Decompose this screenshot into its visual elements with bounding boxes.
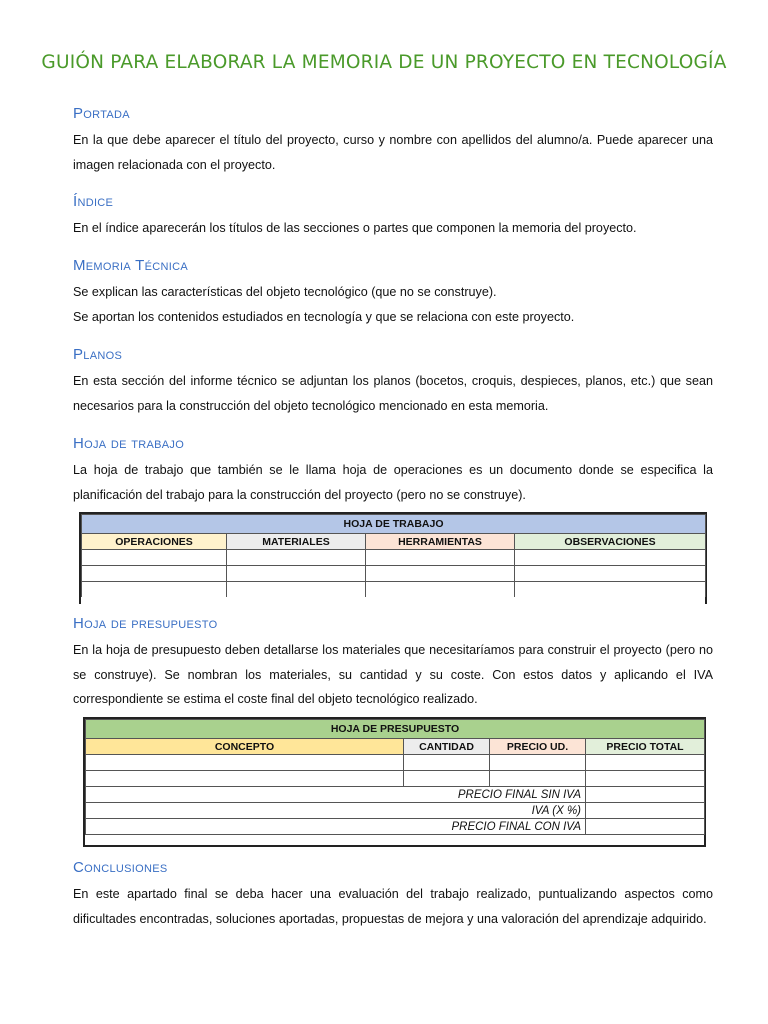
section-heading: Hoja de trabajo — [73, 435, 185, 452]
total-row-sin-iva — [86, 787, 705, 803]
section-memoria-tecnica — [73, 257, 713, 329]
column-header-precio-ud: PRECIO UD. — [490, 739, 586, 755]
iva-value[interactable] — [586, 803, 705, 819]
table-row — [82, 582, 706, 598]
table-cell[interactable] — [490, 771, 586, 787]
document-title: GUIÓN PARA ELABORAR LA MEMORIA DE UN PROYECTO EN TECNOLOGÍA — [41, 52, 727, 73]
column-header-herramientas: HERRAMIENTAS — [366, 534, 515, 550]
column-header-concepto: CONCEPTO — [86, 739, 404, 755]
table-cell[interactable] — [227, 550, 366, 566]
section-indice — [73, 193, 713, 241]
hoja-presupuesto-table-frame — [83, 717, 706, 847]
section-text: En esta sección del informe técnico se adjuntan los planos (bocetos, croquis, despieces, planos, etc.) que sean necesarios para la construcción del objeto tecnológico mencionado en esta memoria. — [73, 374, 713, 413]
total-con-iva-value[interactable] — [586, 819, 705, 835]
table-cell[interactable] — [515, 582, 706, 598]
table-cell[interactable] — [404, 771, 490, 787]
column-header-precio-total: PRECIO TOTAL — [586, 739, 705, 755]
section-text-line-1: Se explican las características del objeto tecnológico (que no se construye). — [73, 285, 497, 299]
table-cell[interactable] — [515, 566, 706, 582]
section-heading: Memoria Técnica — [73, 257, 189, 274]
table-cell[interactable] — [227, 582, 366, 598]
table-cell[interactable] — [366, 550, 515, 566]
table-cell[interactable] — [86, 755, 404, 771]
table-cell[interactable] — [490, 755, 586, 771]
section-text: La hoja de trabajo que también se le llama hoja de operaciones es un documento donde se especifica la planificación del trabajo para la construcción del proyecto (pero no se construye). — [73, 463, 713, 502]
section-hoja-presupuesto — [73, 615, 713, 712]
section-text: En este apartado final se deba hacer una evaluación del trabajo realizado, puntualizando aspectos como dificultades encontradas, soluciones aportadas, propuestas de mejora y una valoración del aprendizaje adquirido. — [73, 887, 713, 926]
hoja-presupuesto-table — [85, 719, 705, 835]
section-heading: Índice — [73, 193, 114, 210]
total-con-iva-label: PRECIO FINAL CON IVA — [86, 819, 586, 835]
table-cell[interactable] — [227, 566, 366, 582]
total-sin-iva-value[interactable] — [586, 787, 705, 803]
section-text: En la que debe aparecer el título del proyecto, curso y nombre con apellidos del alumno/a. Puede aparecer una imagen relacionada con el proyecto. — [73, 133, 713, 172]
table-cell[interactable] — [515, 550, 706, 566]
total-sin-iva-label: PRECIO FINAL SIN IVA — [86, 787, 586, 803]
table-cell[interactable] — [586, 771, 705, 787]
table-cell[interactable] — [366, 582, 515, 598]
table-cell[interactable] — [586, 755, 705, 771]
table-cell[interactable] — [366, 566, 515, 582]
hoja-presupuesto-title: HOJA DE PRESUPUESTO — [86, 720, 705, 739]
hoja-trabajo-title: HOJA DE TRABAJO — [82, 515, 706, 534]
section-conclusiones — [73, 859, 713, 931]
table-row — [86, 771, 705, 787]
table-row — [82, 550, 706, 566]
column-header-materiales: MATERIALES — [227, 534, 366, 550]
table-cell[interactable] — [82, 582, 227, 598]
hoja-trabajo-table — [81, 514, 706, 597]
table-cell[interactable] — [404, 755, 490, 771]
section-text-line-2: Se aportan los contenidos estudiados en tecnología y que se relaciona con este proyecto. — [73, 309, 575, 324]
section-hoja-trabajo — [73, 435, 713, 507]
column-header-observaciones: OBSERVACIONES — [515, 534, 706, 550]
section-heading: Hoja de presupuesto — [73, 615, 218, 632]
table-cell[interactable] — [82, 550, 227, 566]
section-text: En el índice aparecerán los títulos de las secciones o partes que componen la memoria del proyecto. — [73, 221, 637, 235]
section-text: En la hoja de presupuesto deben detallarse los materiales que necesitaríamos para construir el proyecto (pero no se construye). Se nombran los materiales, su cantidad y su coste. Con estos datos y aplicando el IVA correspondiente se estima el coste final del objeto tecnológico realizado. — [73, 643, 713, 706]
section-heading: Portada — [73, 105, 130, 122]
column-header-cantidad: CANTIDAD — [404, 739, 490, 755]
section-planos — [73, 346, 713, 418]
total-row-con-iva — [86, 819, 705, 835]
total-row-iva — [86, 803, 705, 819]
section-heading: Planos — [73, 346, 123, 363]
table-cell[interactable] — [86, 771, 404, 787]
iva-label: IVA (X %) — [86, 803, 586, 819]
section-heading: Conclusiones — [73, 859, 168, 876]
section-portada — [73, 105, 713, 177]
table-row — [86, 755, 705, 771]
table-cell[interactable] — [82, 566, 227, 582]
hoja-trabajo-table-frame — [79, 512, 707, 604]
column-header-operaciones: OPERACIONES — [82, 534, 227, 550]
table-row — [82, 566, 706, 582]
